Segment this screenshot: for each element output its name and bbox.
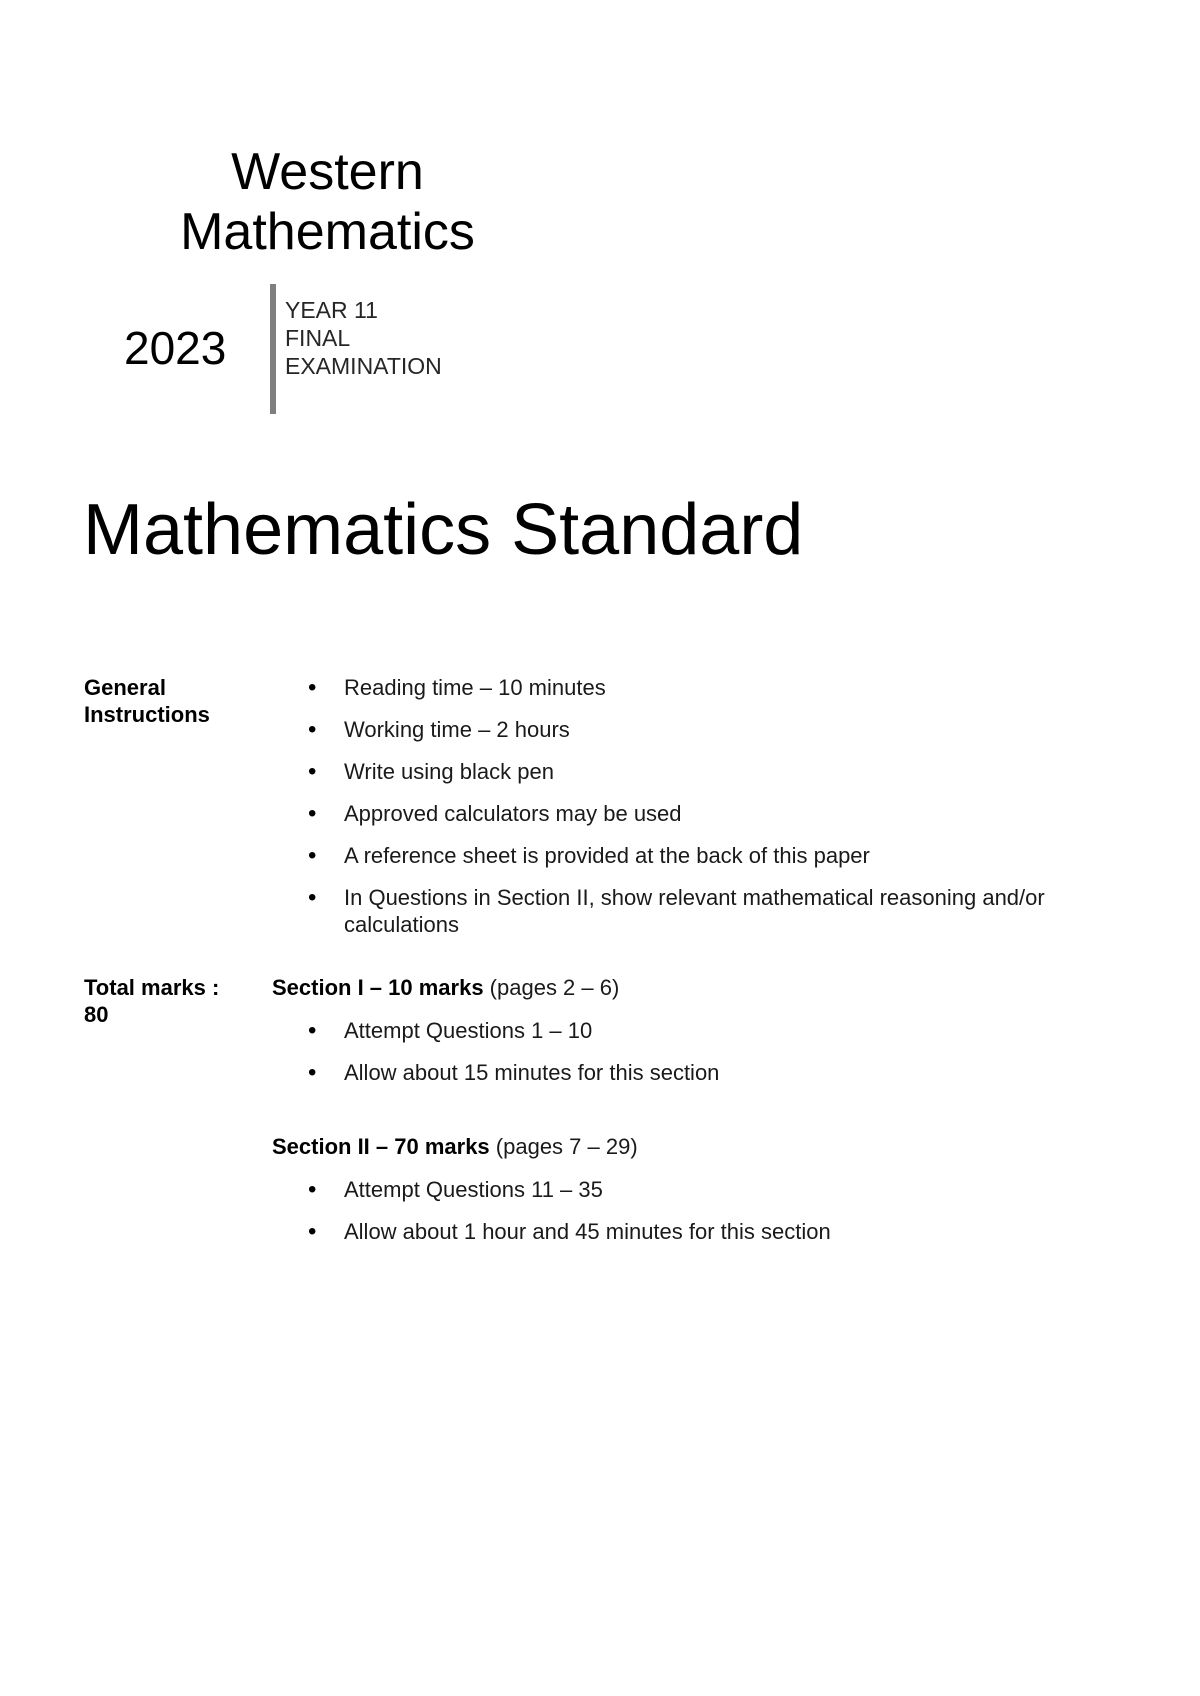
instruction-item: • Approved calculators may be used bbox=[272, 800, 1152, 827]
exam-label-line3: EXAMINATION bbox=[285, 353, 442, 379]
exam-year: 2023 bbox=[124, 322, 227, 374]
section-2-title: Section II – 70 marks bbox=[272, 1134, 490, 1159]
exam-label-line2: FINAL bbox=[285, 325, 351, 351]
section-1-item: • Attempt Questions 1 – 10 bbox=[272, 1017, 1152, 1044]
section-2-pages: (pages 7 – 29) bbox=[489, 1134, 638, 1159]
exam-label bbox=[285, 296, 442, 380]
instruction-item: • A reference sheet is provided at the back of this paper bbox=[272, 842, 1152, 869]
section-1-list bbox=[272, 1017, 1152, 1086]
organization-name-line2: Mathematics bbox=[180, 203, 475, 261]
section-1-item: • Allow about 15 minutes for this section bbox=[272, 1059, 1152, 1086]
organization-name bbox=[160, 142, 495, 262]
general-instructions bbox=[272, 674, 1152, 953]
subject-title: Mathematics Standard bbox=[83, 490, 804, 570]
instruction-item: • Working time – 2 hours bbox=[272, 716, 1152, 743]
exam-label-line1: YEAR 11 bbox=[285, 297, 378, 323]
section-2-item: • Allow about 1 hour and 45 minutes for this section bbox=[272, 1218, 1152, 1245]
general-instructions-label-line1: General bbox=[84, 675, 166, 700]
section-2 bbox=[272, 1133, 1152, 1260]
total-marks-label-line1: Total marks : bbox=[84, 975, 220, 1000]
section-1 bbox=[272, 974, 1152, 1101]
section-1-heading bbox=[272, 974, 1152, 1001]
section-1-title: Section I – 10 marks bbox=[272, 975, 484, 1000]
general-instructions-label-line2: Instructions bbox=[84, 702, 210, 727]
total-marks-value: 80 bbox=[84, 1002, 109, 1027]
instruction-item: • Reading time – 10 minutes bbox=[272, 674, 1152, 701]
organization-name-line1: Western bbox=[231, 143, 424, 201]
instruction-item: • In Questions in Section II, show relevant mathematical reasoning and/or calculations bbox=[272, 884, 1152, 938]
general-instructions-label bbox=[84, 674, 254, 728]
section-1-pages: (pages 2 – 6) bbox=[483, 975, 620, 1000]
section-2-item: • Attempt Questions 11 – 35 bbox=[272, 1176, 1152, 1203]
total-marks-label bbox=[84, 974, 254, 1028]
section-2-heading bbox=[272, 1133, 1152, 1160]
instruction-item: • Write using black pen bbox=[272, 758, 1152, 785]
header-divider-bar bbox=[270, 284, 276, 414]
general-instructions-list bbox=[272, 674, 1152, 938]
section-2-list bbox=[272, 1176, 1152, 1245]
